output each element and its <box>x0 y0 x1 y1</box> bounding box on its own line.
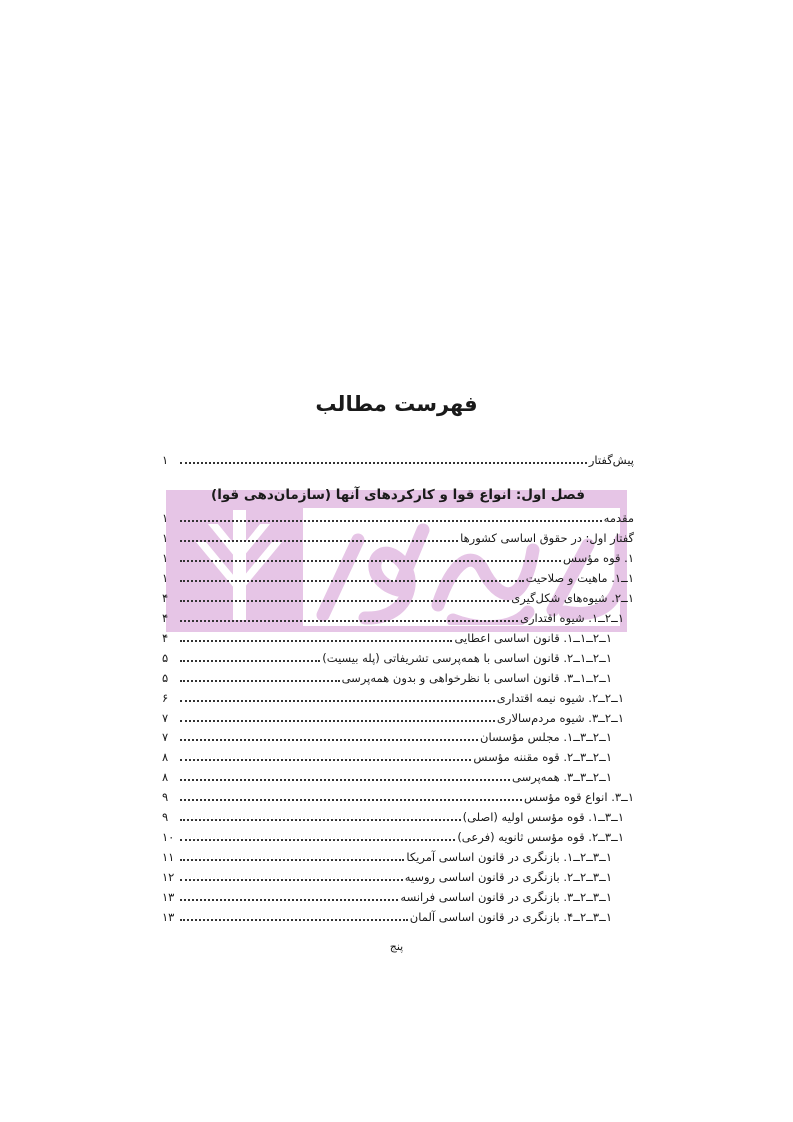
toc-row[interactable] <box>162 528 634 546</box>
toc-page-number: ۴ <box>162 590 169 605</box>
toc-label: ۱ــ۲ــ۳ــ۱. مجلس مؤسسان <box>480 730 612 745</box>
dot-leader <box>180 839 455 841</box>
page-title: فهرست مطالب <box>315 392 478 416</box>
dot-leader <box>180 700 495 702</box>
toc-page-number: ۱۳ <box>162 890 175 905</box>
toc-row[interactable] <box>162 608 634 626</box>
toc-row[interactable] <box>162 887 634 905</box>
toc-page-number: ۱۰ <box>162 830 175 845</box>
dot-leader <box>180 879 402 881</box>
toc-row[interactable] <box>162 787 634 805</box>
toc-row[interactable] <box>162 867 634 885</box>
toc-label: گفتار اول: در حقوق اساسی کشورها <box>460 530 634 545</box>
toc-page-number: ۸ <box>162 750 169 765</box>
dot-leader <box>180 680 340 682</box>
toc-label: ۱ــ۲ــ۲. شیوه نیمه اقتداری <box>496 690 624 705</box>
dot-leader <box>180 859 404 861</box>
toc-label: ۱ــ۳ــ۲. قوه مؤسس ثانویه (فرعی) <box>457 830 624 845</box>
dot-leader <box>180 819 461 821</box>
toc-row[interactable] <box>162 708 634 726</box>
toc-label: ۱ــ۳ــ۲ــ۱. بازنگری در قانون اساسی آمریکا <box>406 850 612 865</box>
chapter-title: فصل اول: انواع قوا و کارکردهای آنها (سازمان‌دهی قوا) <box>211 487 585 503</box>
toc-row[interactable] <box>162 807 634 825</box>
toc-page-number: ۱ <box>162 511 169 525</box>
dot-leader <box>180 759 471 761</box>
toc-page-number: ۸ <box>162 770 169 785</box>
dot-leader <box>180 799 522 801</box>
toc-page-number: ۱۲ <box>162 870 175 885</box>
toc-page-number: ۱۱ <box>162 850 175 865</box>
dot-leader <box>180 560 561 562</box>
toc-page-number: ۴ <box>162 610 169 625</box>
toc-row[interactable] <box>162 727 634 745</box>
toc-row[interactable] <box>162 548 634 566</box>
toc-label: ۱ــ۳ــ۲ــ۲. بازنگری در قانون اساسی روسیه <box>404 870 612 885</box>
toc-row[interactable] <box>162 767 634 785</box>
toc-label: ۱ــ۲ــ۳. شیوه مردم‌سالاری <box>496 710 624 725</box>
toc-row[interactable] <box>162 847 634 865</box>
toc-page-number: ۶ <box>162 690 169 705</box>
toc-page-number: ۱ <box>162 453 169 467</box>
toc-page-number: ۱ <box>162 530 169 545</box>
toc-page-number: ۹ <box>162 790 169 805</box>
toc-page-number: ۹ <box>162 810 169 825</box>
toc-label: ۱ــ۳ــ۲ــ۴. بازنگری در قانون اساسی آلمان <box>409 910 612 924</box>
toc-label: ۱ــ۲ــ۱ــ۱. قانون اساسی اعطایی <box>454 630 612 645</box>
toc-label: ۱. قوه مؤسس <box>562 550 634 565</box>
dot-leader <box>180 600 509 602</box>
toc-row[interactable] <box>162 907 634 925</box>
dot-leader <box>180 462 587 464</box>
toc-page-number: ۱۳ <box>162 910 175 924</box>
toc-row[interactable] <box>162 588 634 606</box>
toc-label: ۱ــ۲ــ۳ــ۳. همه‌پرسی <box>512 770 612 785</box>
toc-row[interactable] <box>162 688 634 706</box>
toc-label: ۱ــ۲ــ۱ــ۲. قانون اساسی با همه‌پرسی تشریفاتی (پله بیسیت) <box>322 650 612 665</box>
toc-label: مقدمه <box>603 511 634 525</box>
toc-label: ۱ــ۳ــ۲ــ۳. بازنگری در قانون اساسی فرانسه <box>400 890 612 905</box>
toc-page-number: ۱ <box>162 570 169 585</box>
dot-leader <box>180 720 495 722</box>
toc-page-number: ۱ <box>162 550 169 565</box>
dot-leader <box>180 779 510 781</box>
toc-label: ۱ــ۱. ماهیت و صلاحیت <box>525 570 634 585</box>
dot-leader <box>180 640 452 642</box>
toc-row[interactable] <box>162 827 634 845</box>
toc-row[interactable] <box>162 568 634 586</box>
toc-page-number: ۵ <box>162 670 169 685</box>
toc-label: ۱ــ۲. شیوه‌های شکل‌گیری <box>511 590 634 605</box>
toc-label: ۱ــ۲ــ۳ــ۲. قوه مقننه مؤسس <box>473 750 612 765</box>
toc-row[interactable] <box>162 648 634 666</box>
toc-label: ۱ــ۳. انواع قوه مؤسس <box>523 790 634 805</box>
toc-label: پیش‌گفتار <box>588 453 634 467</box>
dot-leader <box>180 660 320 662</box>
toc-row[interactable] <box>162 668 634 686</box>
toc-page-number: ۷ <box>162 710 169 725</box>
footer-page-number: پنج <box>389 940 404 953</box>
toc-label: ۱ــ۲ــ۱. شیوه اقتداری <box>519 610 624 625</box>
dot-leader <box>180 919 407 921</box>
dot-leader <box>180 520 602 522</box>
dot-leader <box>180 899 398 901</box>
toc-page-number: ۴ <box>162 630 169 645</box>
toc-row-preface[interactable] <box>162 450 634 468</box>
dot-leader <box>180 580 524 582</box>
dot-leader <box>180 739 478 741</box>
toc-row[interactable] <box>162 508 634 526</box>
toc-row[interactable] <box>162 747 634 765</box>
toc-label: ۱ــ۳ــ۱. قوه مؤسس اولیه (اصلی) <box>462 810 624 825</box>
dot-leader <box>180 620 518 622</box>
toc-label: ۱ــ۲ــ۱ــ۳. قانون اساسی با نظرخواهی و بدون همه‌پرسی <box>341 670 612 685</box>
toc-page-number: ۷ <box>162 730 169 745</box>
toc-page-number: ۵ <box>162 650 169 665</box>
toc-row[interactable] <box>162 628 634 646</box>
dot-leader <box>180 540 458 542</box>
